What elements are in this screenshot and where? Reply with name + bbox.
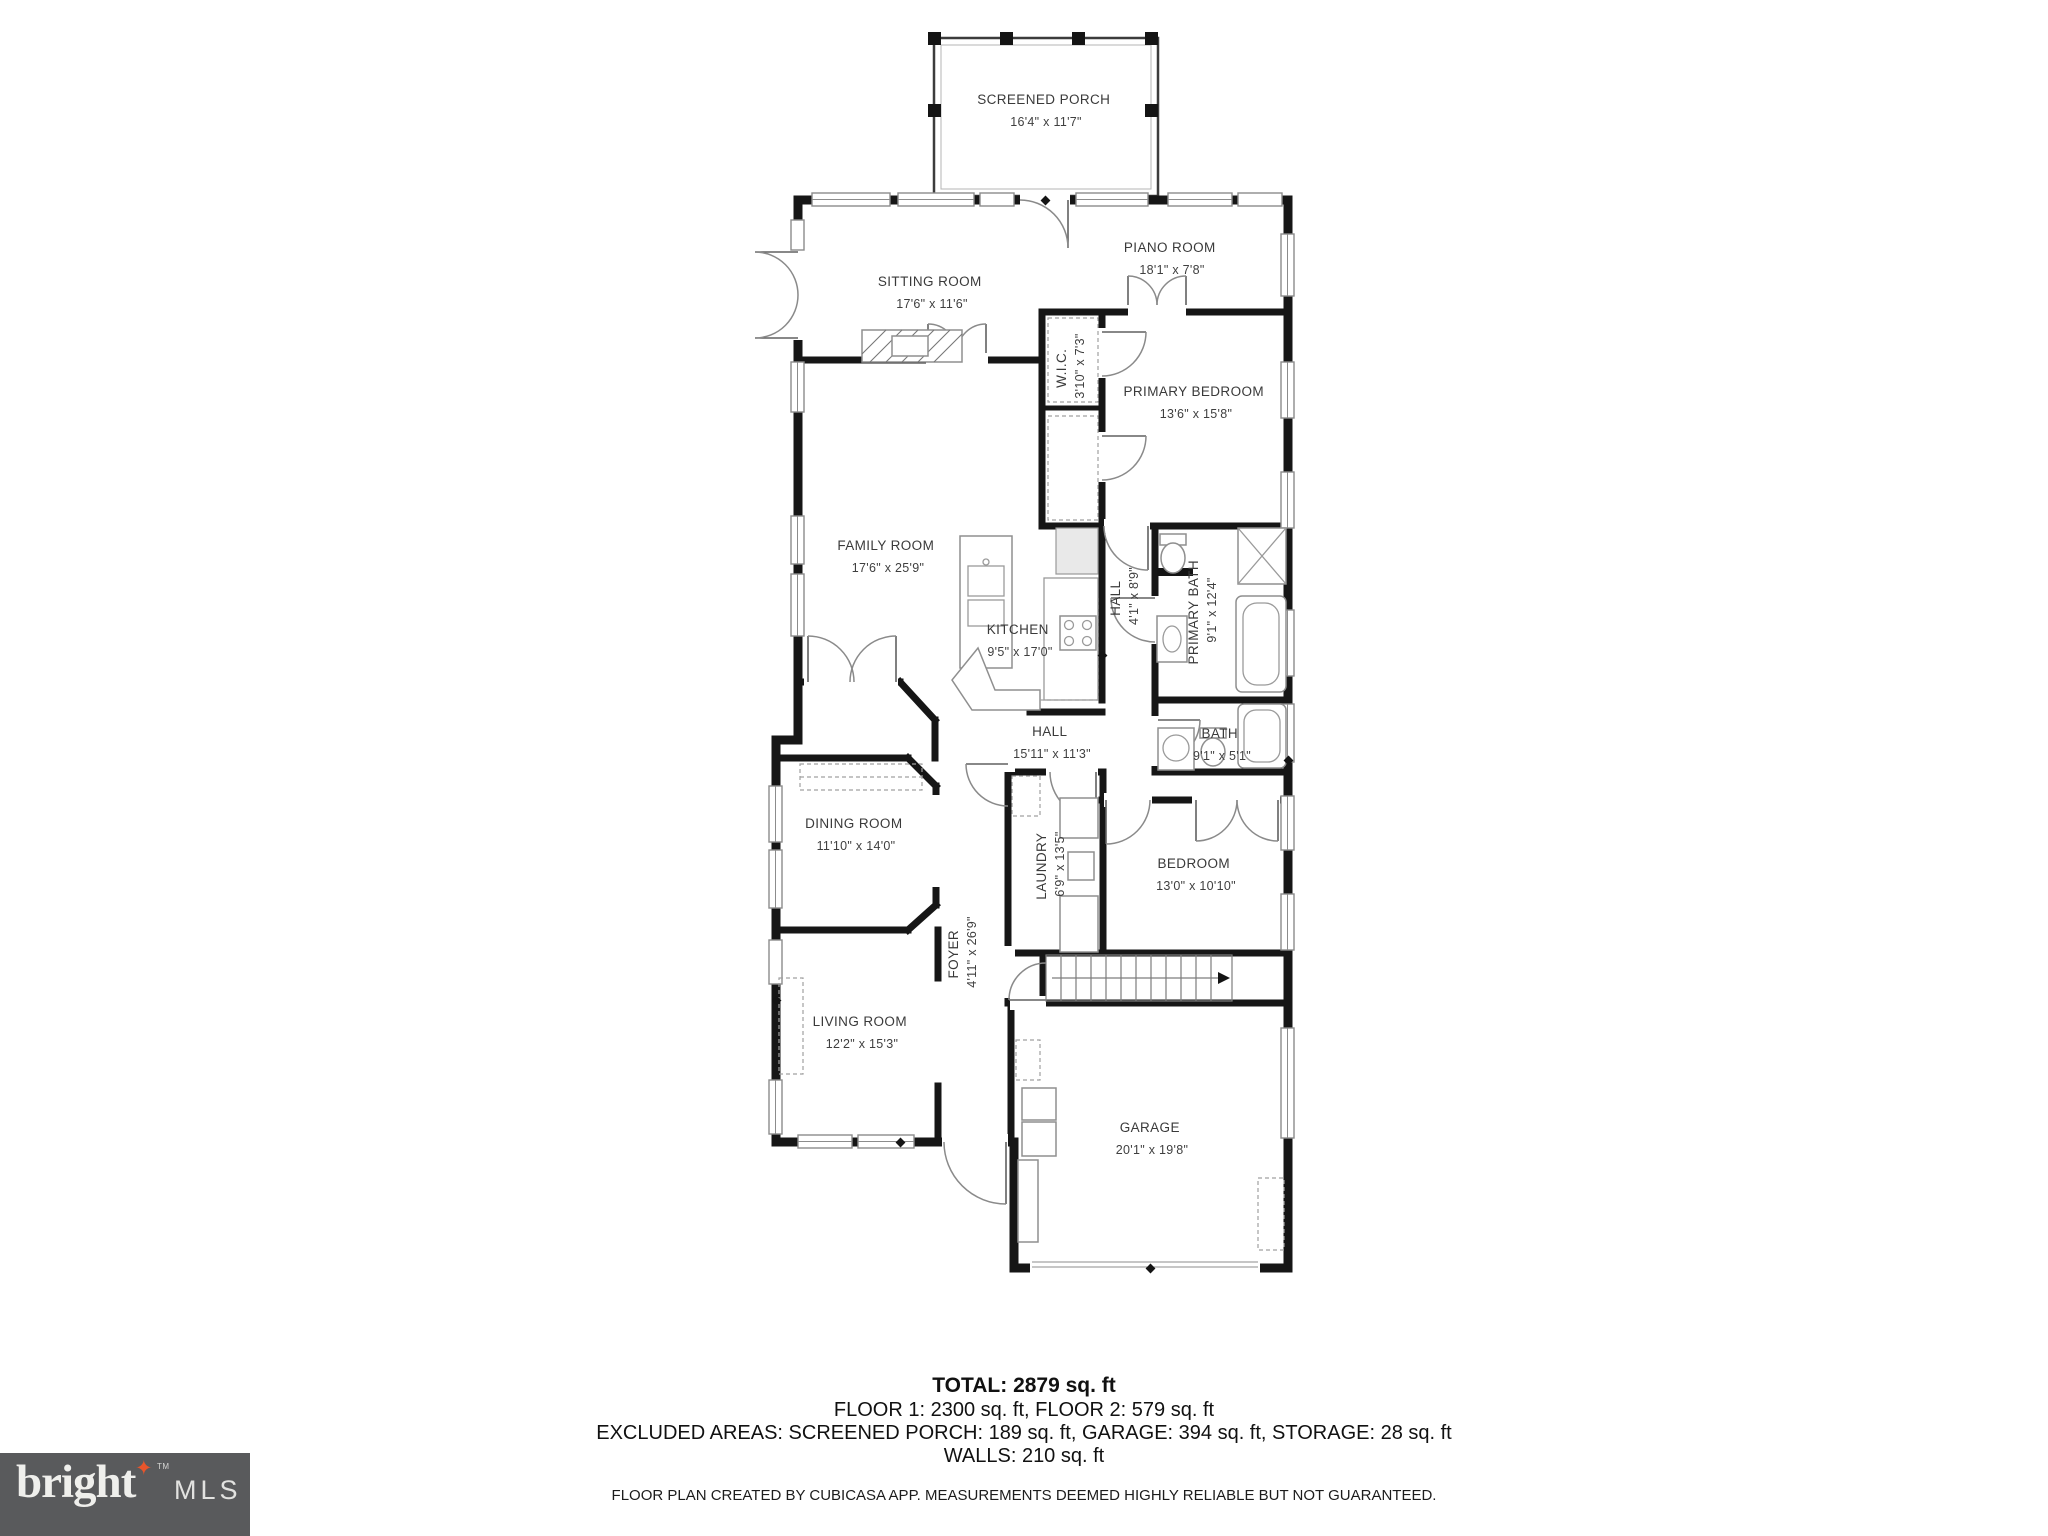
summary-excluded-areas: EXCLUDED AREAS: SCREENED PORCH: 189 sq. ft, GARAGE: 394 sq. ft, STORAGE: 28 sq. ft bbox=[596, 1422, 1452, 1444]
fireplace bbox=[862, 330, 962, 362]
primary-bath-fixtures bbox=[1157, 528, 1286, 692]
room-label-sitting-room: SITTING ROOM 17'6" x 11'6" bbox=[877, 274, 982, 311]
room-label-family-room: FAMILY ROOM 17'6" x 25'9" bbox=[837, 538, 935, 575]
room-label-bath: BATH 9'1" x 5'1" bbox=[1193, 726, 1251, 763]
room-label-garage: GARAGE 20'1" x 19'8" bbox=[1115, 1120, 1189, 1157]
logo-brand-text: bright bbox=[16, 1456, 136, 1508]
room-label-wic: W.I.C. 3'10" x 7'3" bbox=[1054, 333, 1087, 399]
dining-sideboard bbox=[800, 764, 922, 790]
room-label-hall-main: HALL 15'11" x 11'3" bbox=[1013, 724, 1091, 761]
room-label-living-room: LIVING ROOM 12'2" x 15'3" bbox=[812, 1014, 907, 1051]
summary-floors: FLOOR 1: 2300 sq. ft, FLOOR 2: 579 sq. ft bbox=[833, 1399, 1215, 1421]
logo-trademark: TM bbox=[157, 1462, 170, 1471]
spark-icon: ✦ bbox=[135, 1457, 153, 1480]
room-label-kitchen: KITCHEN 9'5" x 17'0" bbox=[986, 622, 1053, 659]
stairs-direction-arrow bbox=[1052, 972, 1230, 984]
summary-walls: WALLS: 210 sq. ft bbox=[943, 1445, 1105, 1467]
summary-total: TOTAL: 2879 sq. ft bbox=[932, 1374, 1116, 1397]
room-label-dining-room: DINING ROOM 11'10" x 14'0" bbox=[805, 816, 903, 853]
living-room-furniture bbox=[779, 978, 803, 1074]
room-label-primary-bath: PRIMARY BATH 9'1" x 12'4" bbox=[1186, 559, 1219, 665]
room-label-laundry: LAUNDRY 6'9" x 13'5" bbox=[1034, 831, 1067, 900]
room-label-foyer: FOYER 4'11" x 26'9" bbox=[946, 916, 979, 988]
room-label-bedroom: BEDROOM 13'0" x 10'10" bbox=[1156, 856, 1236, 893]
logo-mls-text: MLS bbox=[174, 1475, 242, 1505]
room-label-hall-upper: HALL 4'1" x 8'9" bbox=[1108, 567, 1141, 625]
stairs bbox=[1046, 955, 1232, 1001]
room-label-primary-bedroom: PRIMARY BEDROOM 13'6" x 15'8" bbox=[1123, 384, 1265, 421]
brightmls-logo bbox=[0, 1453, 250, 1536]
room-label-piano-room: PIANO ROOM 18'1" x 7'8" bbox=[1123, 240, 1216, 277]
room-label-screened-porch: SCREENED PORCH 16'4" x 11'7" bbox=[977, 92, 1111, 129]
kitchen-fixtures bbox=[952, 528, 1098, 710]
screened-porch-structure bbox=[928, 32, 1158, 196]
summary-disclaimer: FLOOR PLAN CREATED BY CUBICASA APP. MEASUREMENTS DEEMED HIGHLY RELIABLE BUT NOT GUARANTEED. bbox=[611, 1487, 1437, 1504]
